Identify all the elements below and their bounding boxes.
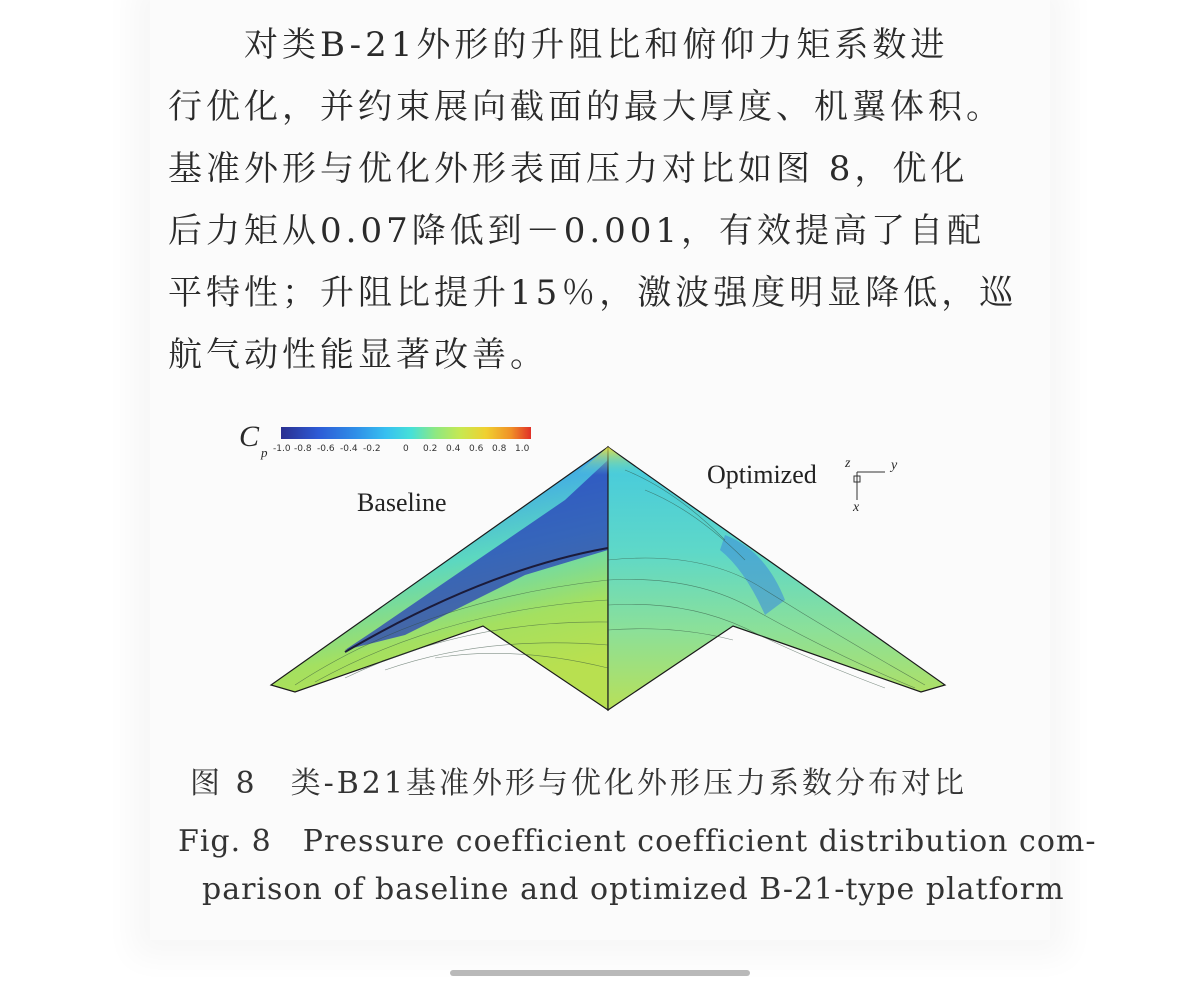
colorbar-tick: -0.2	[363, 444, 381, 454]
body-line: 对类B-21外形的升阻比和俯仰力矩系数进	[168, 25, 949, 65]
axis-triad	[854, 472, 885, 500]
colorbar-tick: 0.4	[446, 444, 461, 454]
wing-contour-plot	[225, 400, 985, 760]
figure-caption-cn: 图 8 类-B21基准外形与优化外形压力系数分布对比	[190, 766, 967, 801]
baseline-wing	[271, 447, 608, 710]
nose-high-pressure-region	[575, 447, 645, 475]
body-line: 后力矩从0.07降低到－0.001，有效提高了自配	[168, 211, 986, 251]
body-paragraph	[168, 14, 1028, 386]
colorbar-tick: 0.2	[423, 444, 438, 454]
colorbar-tick: 0.8	[492, 444, 507, 454]
body-line: 行优化，并约束展向截面的最大厚度、机翼体积。	[168, 87, 1004, 127]
colorbar-tick: 0.6	[469, 444, 484, 454]
body-line: 基准外形与优化外形表面压力对比如图 8，优化	[168, 149, 969, 189]
colorbar-symbol: C	[239, 420, 260, 453]
body-line: 平特性；升阻比提升15％，激波强度明显降低，巡	[168, 273, 1018, 313]
colorbar-tick: 0	[403, 444, 409, 454]
baseline-label: Baseline	[357, 488, 447, 517]
axis-y-label: y	[891, 458, 898, 473]
axis-x-label: x	[853, 500, 860, 515]
colorbar-tick: -1.0	[273, 444, 291, 454]
figure-caption-en-line1: Fig. 8 Pressure coefficient coefficient distribution com-	[178, 824, 1097, 859]
optimized-label: Optimized	[707, 460, 817, 489]
pressure-figure	[225, 400, 985, 760]
home-indicator[interactable]	[450, 970, 750, 976]
colorbar-subscript: p	[261, 445, 268, 460]
colorbar	[281, 427, 531, 439]
colorbar-tick: 1.0	[515, 444, 530, 454]
axis-z-label: z	[845, 456, 851, 471]
colorbar-tick: -0.4	[340, 444, 358, 454]
colorbar-tick: -0.8	[294, 444, 312, 454]
figure-caption-en-line2: parison of baseline and optimized B-21-type platform	[202, 872, 1065, 907]
body-line: 航气动性能显著改善。	[168, 335, 548, 375]
colorbar-tick: -0.6	[317, 444, 335, 454]
